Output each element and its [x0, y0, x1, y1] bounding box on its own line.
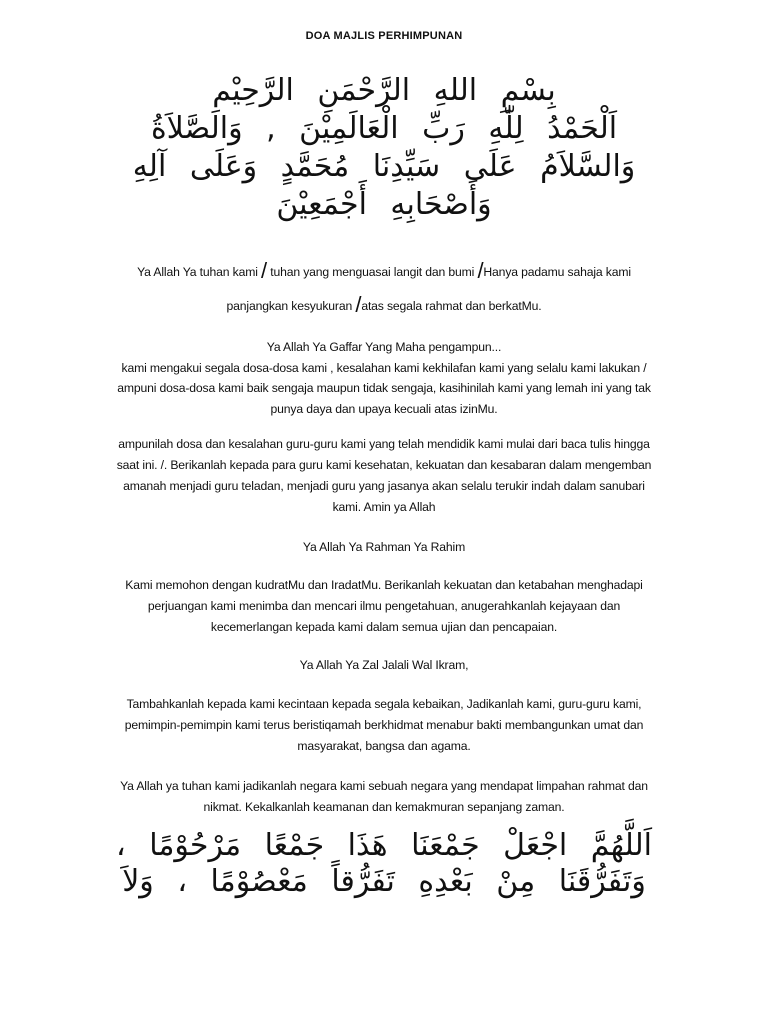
text-line: amanah menjadi guru teladan, menjadi guru yang jasanya akan selalu terukir indah dalam sanubari: [123, 479, 645, 493]
text-line: masyarakat, bangsa dan agama.: [297, 739, 471, 753]
text-line: kami. Amin ya Allah: [332, 500, 436, 514]
text-line: بِسْمِ اللهِ الرَّحْمَنِ الرَّحِيْمِ: [212, 73, 556, 108]
text-line: اَللَّهُمَّ اجْعَلْ جَمْعَنَا هَذَا جَمْعًا مَرْحُوْمًا ،: [115, 828, 652, 863]
arabic-opening: [0, 72, 768, 224]
slash-mark: /: [261, 258, 267, 283]
text-line: Ya Allah Ya Rahman Ya Rahim: [302, 540, 466, 554]
text-line: [0, 292, 768, 318]
text-line: Ya Allah Ya Zal Jalali Wal Ikram,: [299, 658, 469, 672]
slash-mark: /: [355, 292, 362, 317]
text-line: saat ini. /. Berikanlah kepada para guru kami kesehatan, kekuatan dan kesabaran dalam mengemban: [116, 458, 652, 472]
text-line: nikmat. Kekalkanlah keamanan dan kemakmuran sepanjang zaman.: [203, 800, 565, 814]
text-line: pemimpin-pemimpin kami terus beristiqamah berkhidmat menabur bakti membangunkan umat dan: [124, 718, 644, 732]
slash-mark: /: [477, 258, 484, 283]
document-title: DOA MAJLIS PERHIMPUNAN: [305, 30, 463, 42]
text-segment: panjangkan kesyukuran: [226, 299, 356, 313]
text-line: [0, 258, 768, 284]
text-segment: atas segala rahmat dan berkatMu.: [361, 299, 542, 313]
text-line: وَتَفَرُّقَنَا مِنْ بَعْدِهِ تَفَرُّقاً مَعْصُوْمًا ، وَلاَ: [122, 864, 646, 899]
text-segment: tuhan yang menguasai langit dan bumi: [266, 265, 478, 279]
paragraph-1: [0, 258, 768, 318]
text-line: kecemerlangan kepada kami dalam semua ujian dan pencapaian.: [210, 620, 558, 634]
text-line: Ya Allah Ya Gaffar Yang Maha pengampun...: [266, 340, 502, 354]
text-line: Ya Allah ya tuhan kami jadikanlah negara kami sebuah negara yang mendapat limpahan rahmat dan: [120, 779, 648, 793]
text-line: اَلْحَمْدُ لِلّٰهِ رَبِّ الْعَالَمِيْنَ , وَالصَّلاَةُ: [150, 111, 618, 146]
paragraph-2: [0, 337, 768, 419]
text-line: وَأَصْحَابِهِ أَجْمَعِيْنَ: [276, 187, 492, 222]
text-line: Tambahkanlah kepada kami kecintaan kepada segala kebaikan, Jadikanlah kami, guru-guru kami,: [126, 697, 642, 711]
text-segment: Ya Allah Ya tuhan kami: [137, 265, 262, 279]
text-segment: Hanya padamu sahaja kami: [483, 265, 631, 279]
arabic-closing: [0, 828, 768, 900]
text-line: Kami memohon dengan kudratMu dan IradatMu. Berikanlah kekuatan dan ketabahan menghadapi: [125, 578, 643, 592]
text-line: kami mengakui segala dosa-dosa kami , kesalahan kami kekhilafan kami yang selalu kami lakukan /: [121, 360, 647, 375]
paragraph-7: [0, 694, 768, 757]
paragraph-6: [0, 655, 768, 676]
text-line: ampuni dosa-dosa kami baik sengaja maupun tidak sengaja, kasihinilah kami yang lemah ini yang tak: [117, 381, 651, 395]
paragraph-8: [0, 776, 768, 818]
text-line: وَالسَّلاَمُ عَلَى سَيِّدِنَا مُحَمَّدٍ وَعَلَى آلِهِ: [132, 149, 636, 184]
paragraph-3: [0, 434, 768, 518]
paragraph-5: [0, 575, 768, 638]
paragraph-4: [0, 537, 768, 558]
text-line: ampunilah dosa dan kesalahan guru-guru kami yang telah mendidik kami mulai dari baca tulis hingga: [118, 437, 650, 451]
text-line: perjuangan kami menimba dan mencari ilmu pengetahuan, anugerahkanlah kejayaan dan: [147, 599, 621, 613]
text-line: punya daya dan upaya kecuali atas izinMu.: [270, 401, 498, 416]
